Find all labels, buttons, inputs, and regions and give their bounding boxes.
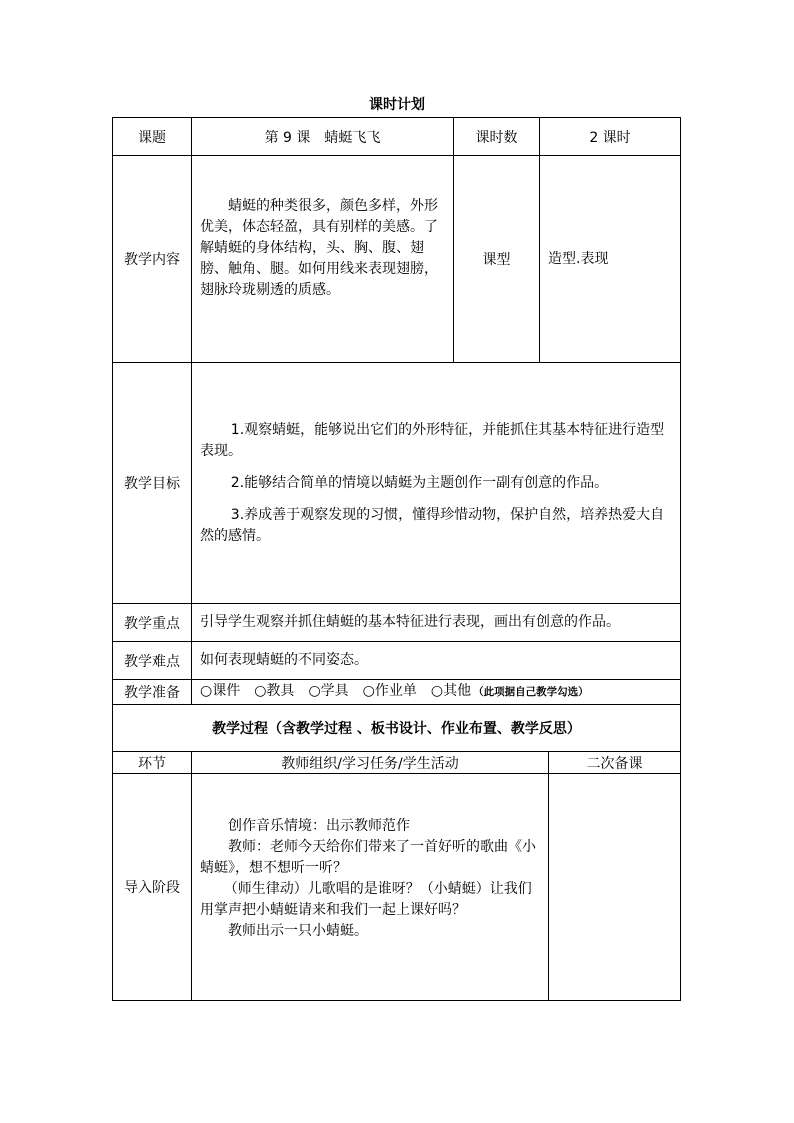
objectives-label: 教学目标	[113, 363, 192, 604]
stage-content	[192, 774, 549, 1001]
hours-label: 课时数	[454, 118, 540, 156]
key-text: 引导学生观察并抓住蜻蜓的基本特征进行表现，画出有创意的作品。	[192, 604, 681, 642]
key-label: 教学重点	[113, 604, 192, 642]
stage-row	[113, 774, 681, 1001]
col-notes-header: 二次备课	[549, 752, 681, 774]
difficulty-label: 教学难点	[113, 642, 192, 680]
topic-row	[113, 118, 681, 156]
prep-option-learning-tools[interactable]: ○学具	[308, 683, 349, 699]
stage-line: 教师：老师今天给你们带来了一首好听的歌曲《小蜻蜓》，想不想听一听？	[200, 839, 536, 876]
lesson-plan-table	[112, 117, 681, 1001]
content-text: 蜻蜓的种类很多，颜色多样，外形优美，体态轻盈，具有别样的美感。了解蜻蜓的身体结构，头、胸、腹、翅膀、触角、腿。如何用线来表现翅膀，翅脉玲珑剔透的质感。	[200, 198, 438, 298]
process-heading: 教学过程（含教学过程 、板书设计、作业布置、教学反思）	[113, 705, 681, 752]
process-header-row	[113, 752, 681, 774]
content-row	[113, 156, 681, 363]
stage-name: 导入阶段	[113, 774, 192, 1001]
objectives-list	[192, 363, 681, 604]
difficulty-text: 如何表现蜻蜓的不同姿态。	[192, 642, 681, 680]
process-heading-row	[113, 705, 681, 752]
prep-option-worksheet[interactable]: ○作业单	[362, 683, 417, 699]
notes-cell[interactable]	[549, 774, 681, 1001]
prep-row	[113, 680, 681, 705]
type-label: 课型	[454, 156, 540, 363]
topic-label: 课题	[113, 118, 192, 156]
objective-item: 1.观察蜻蜓，能够说出它们的外形特征，并能抓住其基本特征进行造型表现。	[200, 421, 665, 459]
stage-line: 教师出示一只小蜻蜓。	[228, 923, 368, 939]
key-row	[113, 604, 681, 642]
objectives-row	[113, 363, 681, 604]
content-label: 教学内容	[113, 156, 192, 363]
objective-item: 3.养成善于观察发现的习惯，懂得珍惜动物，保护自然，培养热爱大自然的感情。	[200, 506, 665, 544]
type-value: 造型.表现	[540, 156, 681, 363]
prep-options	[192, 680, 681, 705]
hours-value: 2 课时	[540, 118, 681, 156]
prep-option-teaching-aids[interactable]: ○教具	[254, 683, 295, 699]
difficulty-row	[113, 642, 681, 680]
prep-label: 教学准备	[113, 680, 192, 705]
col-activity-header: 教师组织/学习任务/学生活动	[192, 752, 549, 774]
col-stage-header: 环节	[113, 752, 192, 774]
topic-value: 第 9 课 蜻蜓飞飞	[192, 118, 454, 156]
page-title: 课时计划	[369, 97, 425, 113]
objective-item: 2.能够结合简单的情境以蜻蜓为主题创作一副有创意的作品。	[230, 474, 609, 491]
prep-note: （此项据自己教学勾选）	[473, 686, 589, 698]
stage-line: （师生律动）儿歌唱的是谁呀？（小蜻蜓）让我们用掌声把小蜻蜓请来和我们一起上课好吗？	[200, 881, 532, 918]
stage-line: 创作音乐情境：出示教师范作	[228, 818, 410, 834]
prep-option-courseware[interactable]: ○课件	[200, 683, 241, 699]
prep-option-other[interactable]: ○其他	[430, 683, 472, 699]
